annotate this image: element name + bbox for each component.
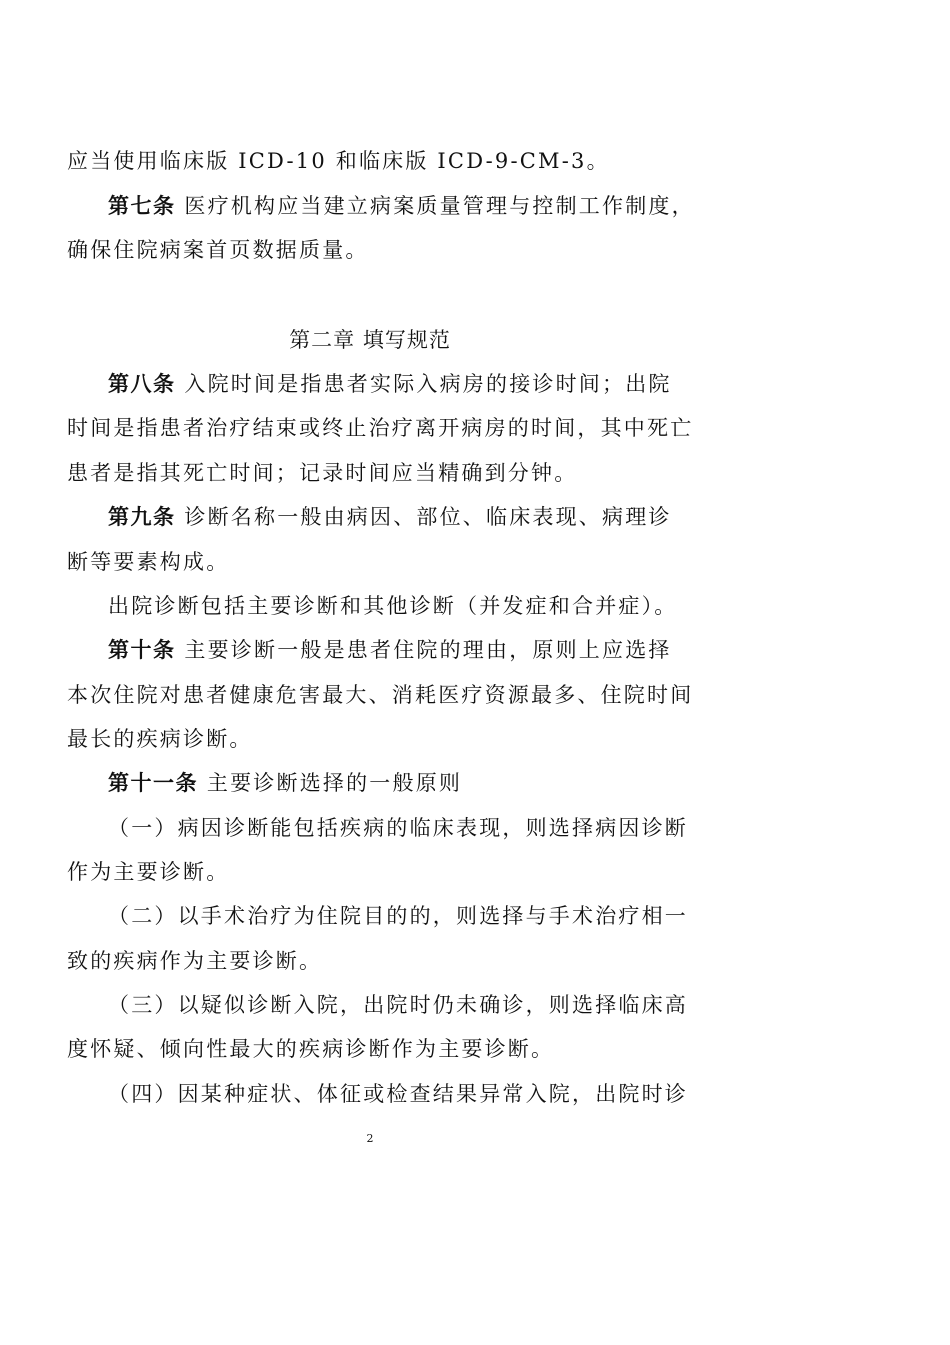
paragraph-line: 本次住院对患者健康危害最大、消耗医疗资源最多、住院时间 (67, 683, 694, 707)
article-eight-text: 入院时间是指患者实际入病房的接诊时间；出院 (184, 372, 672, 396)
article-eleven (108, 769, 728, 797)
article-nine (108, 503, 728, 531)
article-seven (108, 192, 728, 220)
article-nine-label: 第九条 (108, 505, 176, 529)
article-eight (108, 370, 728, 398)
article-ten-label: 第十条 (108, 638, 176, 662)
article-ten-text: 主要诊断一般是患者住院的理由，原则上应选择 (184, 638, 672, 662)
paragraph-line: 致的疾病作为主要诊断。 (67, 949, 323, 973)
chapter-title: 第二章 填写规范 (289, 328, 451, 352)
page-number: 2 (366, 1132, 374, 1145)
article-eleven-label: 第十一条 (108, 771, 198, 795)
paragraph-line: （二）以手术治疗为住院目的的，则选择与手术治疗相一 (108, 904, 688, 928)
article-ten (108, 636, 728, 664)
article-eleven-text: 主要诊断选择的一般原则 (206, 771, 463, 795)
paragraph-line: 作为主要诊断。 (67, 860, 230, 884)
paragraph-line: （四）因某种症状、体征或检查结果异常入院，出院时诊 (108, 1082, 688, 1106)
article-seven-label: 第七条 (108, 194, 176, 218)
paragraph-line: 确保住院病案首页数据质量。 (67, 238, 369, 262)
article-seven-text: 医疗机构应当建立病案质量管理与控制工作制度， (184, 194, 695, 218)
paragraph-line: 出院诊断包括主要诊断和其他诊断（并发症和合并症）。 (108, 594, 678, 618)
article-eight-label: 第八条 (108, 372, 176, 396)
article-nine-text: 诊断名称一般由病因、部位、临床表现、病理诊 (184, 505, 672, 529)
paragraph-line: 最长的疾病诊断。 (67, 727, 253, 751)
paragraph-line: 断等要素构成。 (67, 550, 230, 574)
paragraph-line: （一）病因诊断能包括疾病的临床表现，则选择病因诊断 (108, 816, 688, 840)
paragraph-line: 时间是指患者治疗结束或终止治疗离开病房的时间，其中死亡 (67, 416, 694, 440)
paragraph-line: 度怀疑、倾向性最大的疾病诊断作为主要诊断。 (67, 1037, 555, 1061)
paragraph-line: （三）以疑似诊断入院，出院时仍未确诊，则选择临床高 (108, 993, 688, 1017)
paragraph-line: 应当使用临床版 ICD-10 和临床版 ICD-9-CM-3。 (67, 149, 610, 173)
paragraph-line: 患者是指其死亡时间；记录时间应当精确到分钟。 (67, 461, 578, 485)
